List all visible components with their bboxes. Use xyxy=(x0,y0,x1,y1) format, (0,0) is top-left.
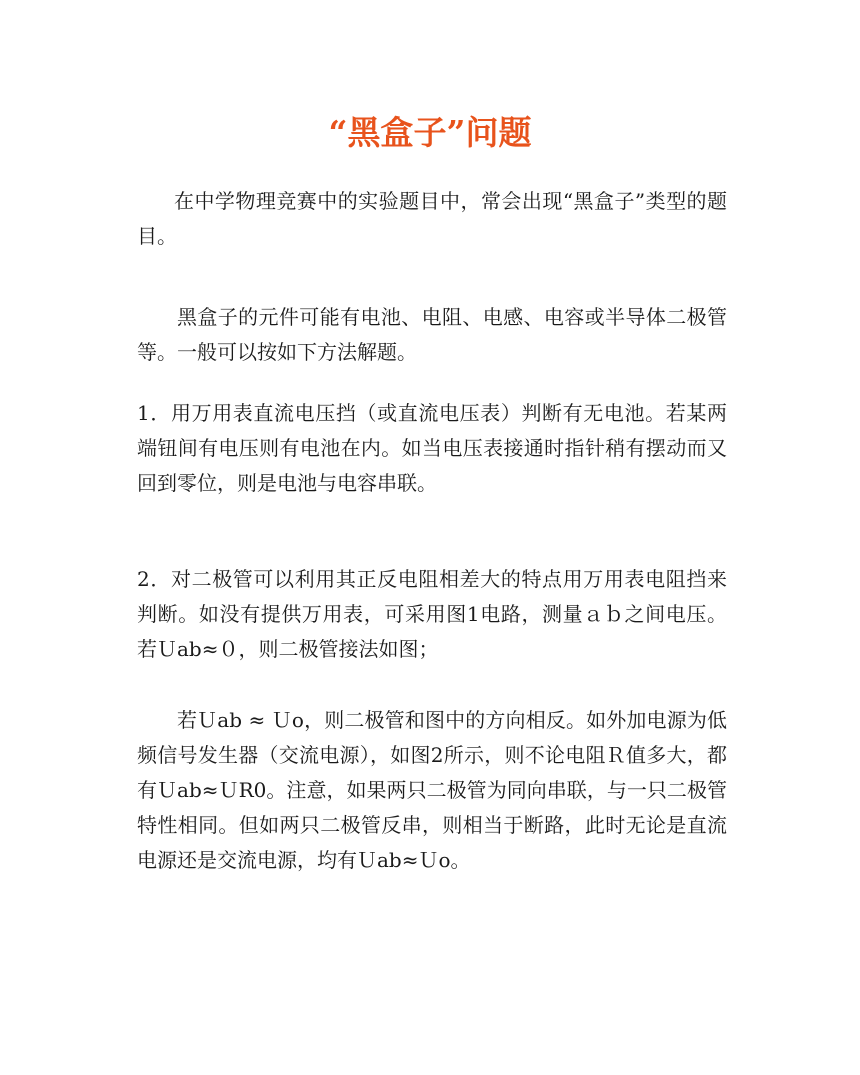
paragraph-step-1: 1．用万用表直流电压挡（或直流电压表）判断有无电池。若某两端钮间有电压则有电池在内。如当电压表接通时指针稍有摆动而又回到零位，则是电池与电容串联。 xyxy=(137,401,727,495)
document-title: “黑盒子”问题 xyxy=(328,113,532,152)
paragraph-intro: 在中学物理竞赛中的实验题目中，常会出现“黑盒子”类型的题目。 xyxy=(137,189,727,248)
paragraph-components: 黑盒子的元件可能有电池、电阻、电感、电容或半导体二极管等。一般可以按如下方法解题。 xyxy=(137,305,727,364)
paragraph-step-2-continued: 若Ｕab ≈ Ｕo，则二极管和图中的方向相反。如外加电源为低频信号发生器（交流电源），如图2所示，则不论电阻Ｒ值多大，都有Ｕab≈ＵR0。注意，如果两只二极管为同向串联，与一只二极管特性相同。但如两只二极管反串，则相当于断路，此时无论是直流电源还是交流电源，均有Ｕab≈Ｕo。 xyxy=(137,708,727,872)
paragraph-step-2: 2．对二极管可以利用其正反电阻相差大的特点用万用表电阻挡来判断。如没有提供万用表，可采用图1电路，测量ａｂ之间电压。若Ｕab≈０，则二极管接法如图； xyxy=(137,567,727,661)
